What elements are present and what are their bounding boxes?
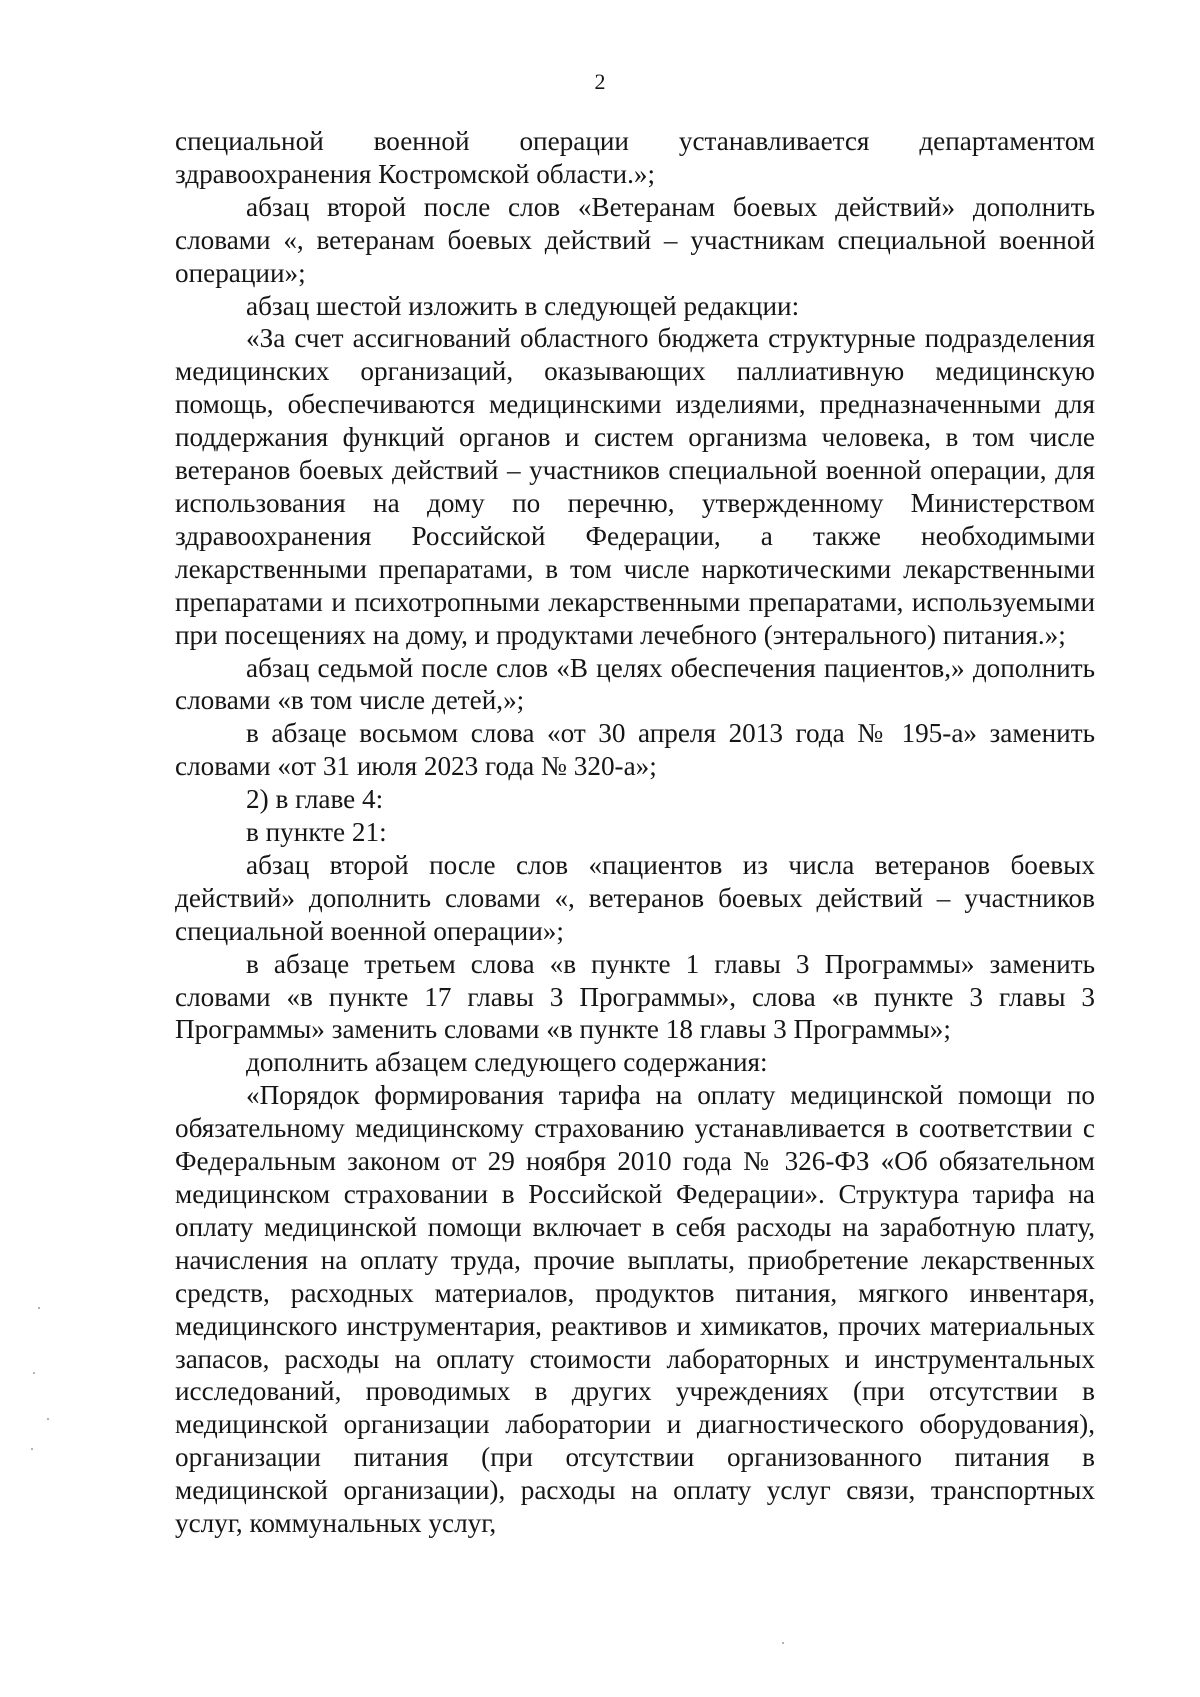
paragraph: абзац шестой изложить в следующей редакции: — [246, 290, 800, 321]
paragraph: в абзаце третьем слова «в пункте 1 главы 3 Программы» заменить словами «в пункте 17 главы 3 Программы», слова «в пункте 3 главы 3 Программы» заменить словами «в пункте 18 главы 3 Программы»; — [175, 948, 1095, 1045]
paragraph-quoted-text: «Порядок формирования тарифа на оплату медицинской помощи по обязательному медицинскому страхованию устанавливается в соответствии с Федеральным законом от 29 ноября 2010 года № 326-ФЗ «Об обязательном медицинском страховании в Российской Федерации». Структура тарифа на оплату медицинской помощи включает в себя расходы на заработную плату, начисления на оплату труда, прочие выплаты, приобретение лекарственных средств, расходных материалов, продуктов питания, мягкого инвентаря, медицинского инструментария, реактивов и химикатов, прочих материальных запасов, расходы на оплату стоимости лабораторных и инструментальных исследований, проводимых в других учреждениях (при отсутствии в медицинской организации лаборатории и диагностического оборудования), организации питания (при отсутствии организованного питания в медицинской организации), расходы на оплату услуг связи, транспортных услуг, коммунальных услуг, — [175, 1080, 1095, 1539]
paragraph-continuation: специальной военной операции устанавливается департаментом здравоохранения Костромской области.»; — [175, 126, 1095, 189]
paragraph: дополнить абзацем следующего содержания: — [246, 1047, 768, 1078]
paragraph-item: в пункте 21: — [246, 817, 387, 848]
scan-speck — [38, 1307, 40, 1309]
paragraph: абзац второй после слов «пациентов из числа ветеранов боевых действий» дополнить словами «, ветеранов боевых действий – участников специальной военной операции»; — [175, 849, 1095, 946]
paragraph-quoted-text: «За счет ассигнований областного бюджета структурные подразделения медицинских организаций, оказывающих паллиативную медицинскую помощь, обеспечиваются медицинскими изделиями, предназначенными для поддержания функций органов и систем организма человека, в том числе ветеранов боевых действий – участников специальной военной операции, для использования на дому по перечню, утвержденному Министерством здравоохранения Российской Федерации, а также необходимыми лекарственными препаратами, в том числе наркотическими лекарственными препаратами и психотропными лекарственными препаратами, используемыми при посещениях на дому, и продуктами лечебного (энтерального) питания.»; — [175, 323, 1095, 650]
paragraph: абзац второй после слов «Ветеранам боевых действий» дополнить словами «, ветеранам боевых действий – участникам специальной военной операции»; — [175, 191, 1095, 288]
scan-speck — [31, 1448, 33, 1450]
scan-speck — [47, 1418, 49, 1420]
paragraph-item: 2) в главе 4: — [246, 784, 384, 815]
scan-speck — [33, 1372, 35, 1374]
document-body — [175, 125, 1095, 1540]
paragraph: в абзаце восьмом слова «от 30 апреля 2013 года № 195-а» заменить словами «от 31 июля 2023 года № 320-а»; — [175, 718, 1095, 782]
page-number: 2 — [594, 69, 606, 94]
scan-speck — [782, 1642, 784, 1644]
paragraph: абзац седьмой после слов «В целях обеспечения пациентов,» дополнить словами «в том числе детей,»; — [175, 652, 1095, 716]
